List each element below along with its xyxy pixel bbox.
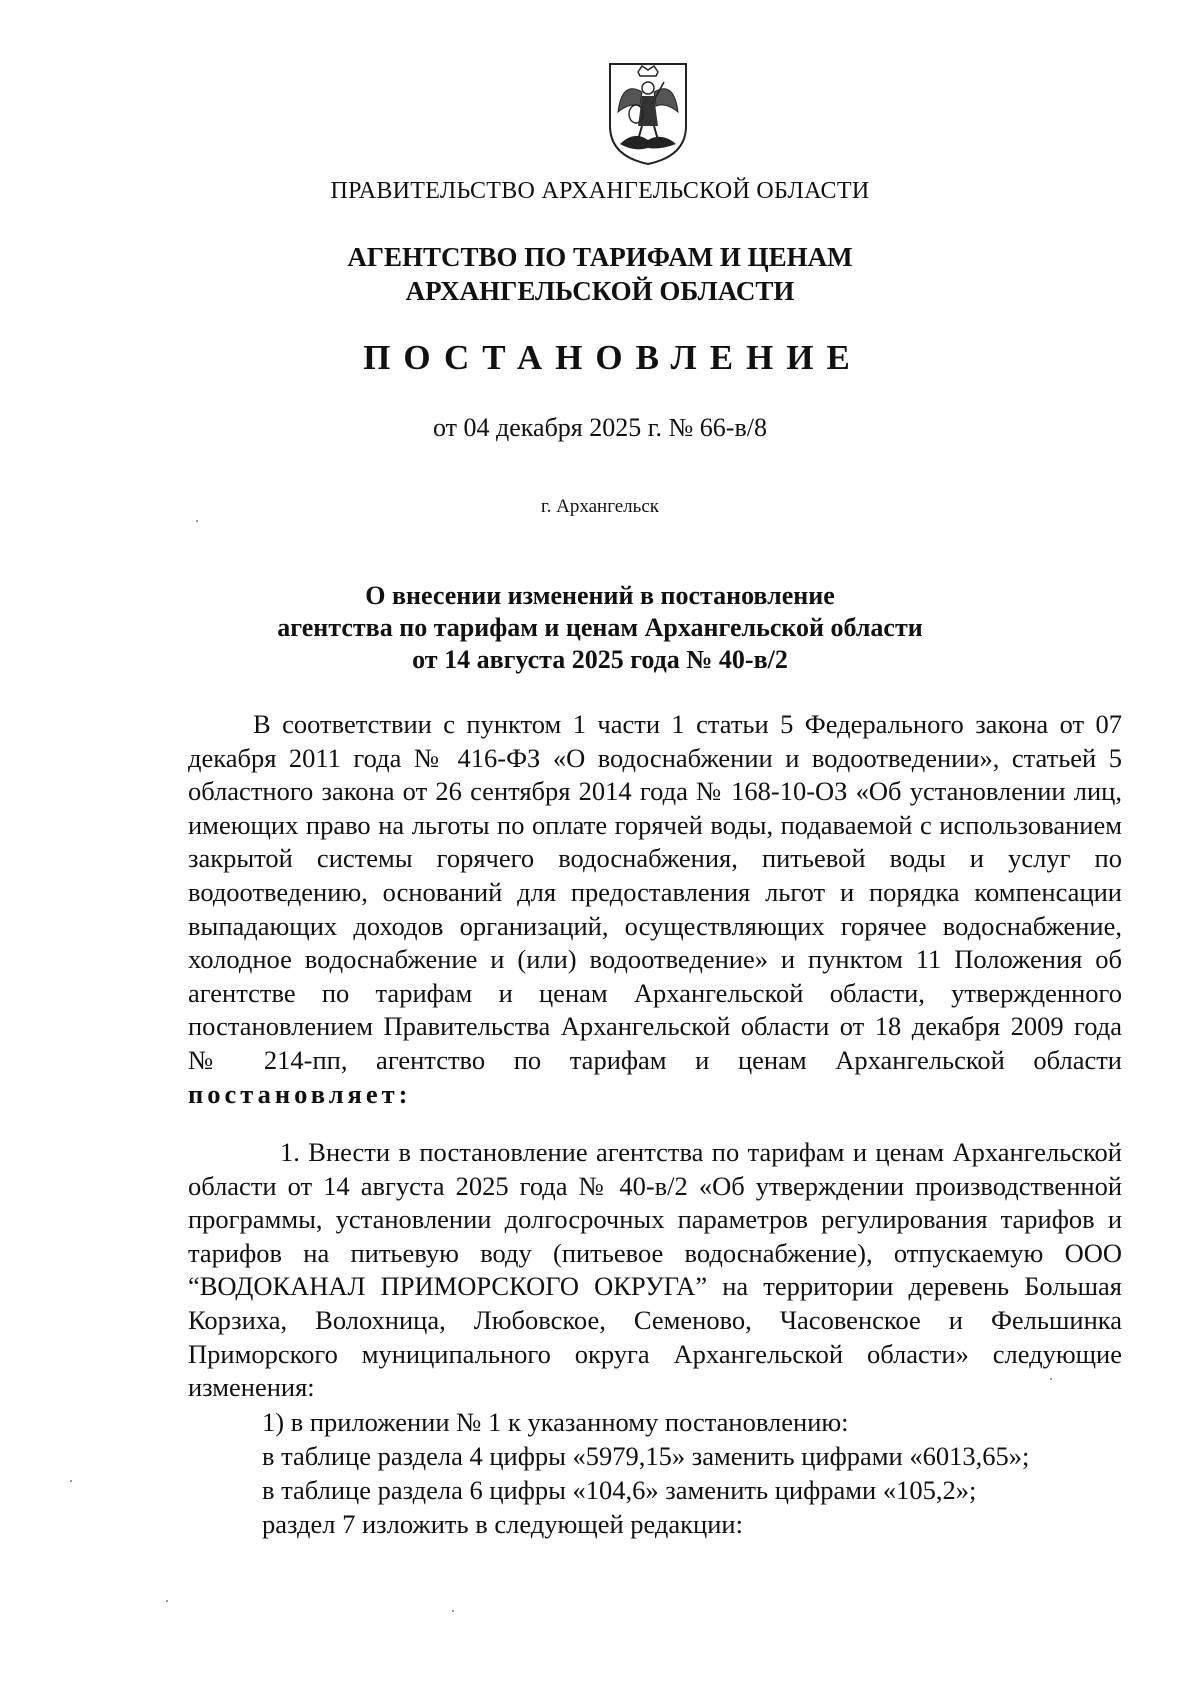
subitem: раздел 7 изложить в следующей редакции:	[262, 1509, 743, 1539]
government-name: ПРАВИТЕЛЬСТВО АРХАНГЕЛЬСКОЙ ОБЛАСТИ	[330, 178, 870, 204]
scan-speck	[1050, 1378, 1052, 1380]
subitem: в таблице раздела 6 цифры «104,6» заменить цифрами «105,2»;	[262, 1475, 977, 1505]
document-title	[0, 580, 1200, 676]
subitems-list	[262, 1405, 1122, 1541]
preamble-paragraph	[188, 708, 1122, 1111]
document-title-line3: от 14 августа 2025 года № 40-в/2	[412, 645, 788, 674]
item1-text: 1. Внести в постановление агентства по тарифам и ценам Архангельской области от 14 августа 2025 года № 40-в/2 «Об утверждении производственной программы, установлении долгосрочных параметров регулирования тарифов и тарифов на питьевую воду (питьевое водоснабжение), отпускаемую ООО “ВОДОКАНАЛ ПРИМОРСКОГО ОКРУГА” на территории деревень Большая Корзиха, Волохница, Любовское, Семеново, Часовенское и Фельшинка Приморского муниципального округа Архангельской области» следующие изменения:	[188, 1137, 1122, 1403]
agency-name	[0, 240, 1200, 308]
subitem: 1) в приложении № 1 к указанному постановлению:	[262, 1407, 849, 1437]
resolves-word: постановляет:	[188, 1078, 412, 1109]
subitem: в таблице раздела 4 цифры «5979,15» заменить цифрами «6013,65»;	[262, 1441, 1030, 1471]
coat-of-arms-emblem	[604, 60, 692, 168]
preamble-text: В соответствии с пунктом 1 части 1 статьи 5 Федерального закона от 07 декабря 2011 года № 416-ФЗ «О водоснабжении и водоотведении», статьей 5 областного закона от 26 сентября 2014 года № 168-10-ОЗ «Об установлении лиц, имеющих право на льготы по оплате горячей воды, подаваемой с использованием закрытой системы горячего водоснабжения, питьевой воды и услуг по водоотведению, оснований для предоставления льгот и порядка компенсации выпадающих доходов организаций, осуществляющих горячее водоснабжение, холодное водоснабжение и (или) водоотведение» и пунктом 11 Положения об агентстве по тарифам и ценам Архангельской области, утвержденного постановлением Правительства Архангельской области от 18 декабря 2009 года № 214-пп, агентство по тарифам и ценам Архангельской области	[188, 709, 1122, 1075]
agency-name-line2: АРХАНГЕЛЬСКОЙ ОБЛАСТИ	[405, 276, 795, 306]
scan-speck	[196, 520, 198, 522]
scan-speck	[452, 1610, 454, 1612]
city-name: г. Архангельск	[540, 496, 659, 517]
document-title-line2: агентства по тарифам и ценам Архангельской области	[277, 613, 923, 642]
scan-speck	[166, 1600, 168, 1602]
document-number: от 04 декабря 2025 г. № 66-в/8	[433, 413, 767, 442]
scan-speck	[70, 1480, 72, 1482]
document-title-line1: О внесении изменений в постановление	[365, 581, 835, 610]
agency-name-line1: АГЕНТСТВО ПО ТАРИФАМ И ЦЕНАМ	[347, 242, 853, 272]
document-type: ПОСТАНОВЛЕНИЕ	[363, 338, 863, 377]
item1-paragraph	[188, 1136, 1122, 1405]
